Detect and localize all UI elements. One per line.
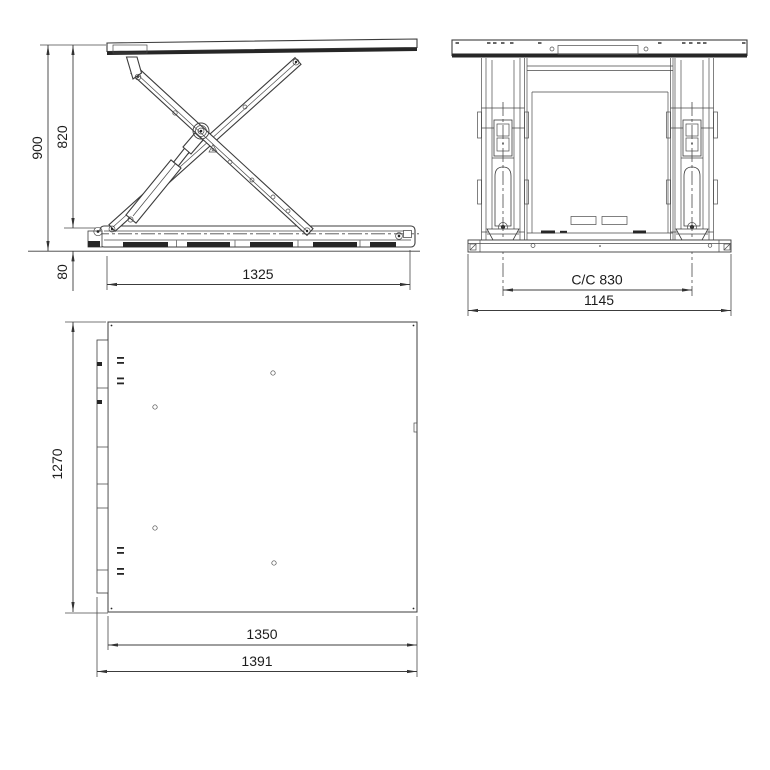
dim-label-1391: 1391 — [241, 653, 273, 669]
top-view — [49, 322, 417, 677]
panel-slot — [602, 217, 627, 225]
platform-panel — [108, 322, 417, 612]
back-panel — [527, 58, 673, 240]
dim-label-cc830: C/C 830 — [571, 271, 623, 288]
platform-bar — [452, 40, 747, 58]
front-view — [452, 40, 747, 316]
hinge-strip — [97, 340, 108, 593]
dim-label-1350: 1350 — [246, 626, 278, 642]
scissor-arm-front — [127, 57, 314, 235]
base-plate — [468, 240, 731, 252]
dim-label-820: 820 — [54, 125, 70, 149]
panel-slot — [571, 217, 596, 225]
center-pivot — [193, 123, 209, 139]
dimension-cc830 — [503, 272, 692, 291]
side-view — [28, 39, 420, 291]
dim-label-1270: 1270 — [49, 448, 65, 480]
hydraulic-cylinder — [126, 133, 203, 223]
dim-label-80: 80 — [54, 264, 70, 280]
dimension-80 — [54, 251, 73, 291]
dim-label-1325: 1325 — [242, 266, 274, 282]
dimension-820 — [54, 45, 96, 228]
base-rail — [88, 226, 419, 247]
dim-label-900: 900 — [29, 136, 45, 160]
platform — [107, 39, 417, 55]
column-left — [478, 58, 529, 296]
dim-label-1145: 1145 — [583, 292, 615, 308]
dimension-1325 — [107, 250, 410, 290]
column-right — [667, 58, 718, 296]
